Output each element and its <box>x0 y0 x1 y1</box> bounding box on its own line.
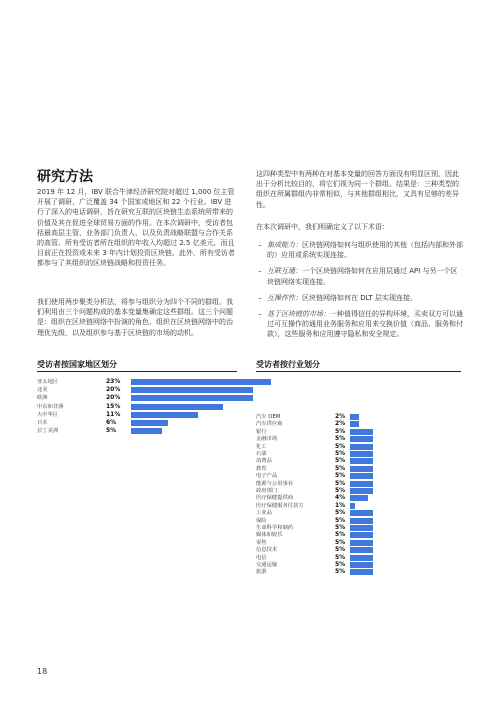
bar-value-label: 20% <box>106 394 121 402</box>
groups-paragraph: 这四种类型中有两种在对基本变量的回答方面没有明显区别，因此出于分析比较目的，将它们视为同一个群组。结果是：三种类型的组织在所属群组内非常相似，与其他群组相比，又具有足够的差异性。 <box>256 170 459 209</box>
bar <box>350 488 373 494</box>
bar <box>131 379 271 385</box>
bar-value-label: 15% <box>106 402 121 410</box>
bar-value-label: 5% <box>335 561 346 568</box>
bar-value-label: 5% <box>335 553 346 561</box>
definition-item <box>258 293 463 303</box>
bar-value-label: 5% <box>335 464 346 472</box>
bar-row <box>37 378 237 386</box>
bar-value-label: 4% <box>335 494 346 502</box>
bar <box>350 510 373 516</box>
bar-category-label: 电子产品 <box>256 473 278 480</box>
bar-category-label: 交通运输 <box>256 562 278 568</box>
bar <box>350 495 368 501</box>
definition-item <box>258 240 463 260</box>
bar <box>350 540 373 546</box>
bar <box>131 420 168 426</box>
bar-category-label: 消费品 <box>256 458 272 465</box>
bar <box>350 473 373 479</box>
bar-value-label: 23% <box>106 378 121 385</box>
definition-text: 一个区块链网络如何在应用层通过 API 与另一个区块链网络实现连接。 <box>267 267 458 286</box>
bar-value-label: 5% <box>335 538 346 546</box>
bar-row <box>256 568 461 576</box>
definition-text: 一种值得信任的异构环境，买卖双方可以通过可互操作的通用业务服务和应用来交换价值（商品、服务和付款），这些服务和应用遵守隐私和安全规定。 <box>267 310 463 339</box>
definition-term: 互操作性： <box>267 293 302 302</box>
industry-chart-title: 受访者按行业划分 <box>256 360 320 369</box>
region-chart-divider <box>37 371 237 372</box>
bar <box>131 404 223 410</box>
bar-value-label: 5% <box>335 442 346 450</box>
bar-category-label: 汽车 OEM <box>256 414 281 420</box>
bar <box>350 481 373 487</box>
bar <box>350 562 373 568</box>
bar-value-label: 5% <box>335 427 346 435</box>
bar-category-label: 电信 <box>256 554 267 561</box>
bar <box>350 444 373 450</box>
bar-category-label: 石油 <box>256 451 267 457</box>
methodology-paragraph-1: 2019 年 12 月，IBV 联合牛津经济研究院对超过 1,000 位主管开展了调研，广泛覆盖 34 个国家或地区和 22 个行业。IBV 进行了深入的电话调研，旨在研究互联的区块链生态系统所带来的价值及其在促进全球贸易方面的作用。在本次调研中，受访者包括最高层主管、业务部门负责人、以及负责战略联盟与合作关系的高管。所有受访者所在组织的年收入均超过 2.5 亿美元，而且目前正在投资或未来 3 年内计划投资区块链。此外，所有受访者都参与了其组织的区块链战略和投资任务。 <box>37 188 235 268</box>
bar <box>350 451 373 457</box>
bar-category-label: 汽车供应商 <box>256 421 283 428</box>
bar <box>350 525 373 531</box>
bar <box>350 429 373 435</box>
methodology-paragraph-2: 我们使用两步聚类分析法，将参与组织分为四个不同的群组。我们利用由三个问题构成的基本变量集确定这些群组。这三个问题是：组织在区块链网络中扮演的角色、组织在区块链网络中的治理优先级，以及组织参与基于区块链的市场的动机。 <box>37 298 233 337</box>
bar-category-label: 保险 <box>256 517 267 524</box>
bar <box>350 436 373 442</box>
bar-value-label: 5% <box>335 568 346 576</box>
bar <box>350 503 355 509</box>
bar <box>131 412 198 418</box>
bar-value-label: 5% <box>335 531 346 539</box>
bar-value-label: 5% <box>335 509 346 517</box>
terms-intro-paragraph: 在本次调研中，我们明确定义了以下术语： <box>256 223 389 231</box>
bar-category-label: 教育 <box>256 465 267 472</box>
bar-category-label: 信息技术 <box>256 547 278 554</box>
bar-value-label: 5% <box>335 472 346 480</box>
bar <box>350 518 373 524</box>
bar-value-label: 5% <box>335 457 346 465</box>
definition-item <box>258 266 463 286</box>
bar-category-label: 大中华区 <box>37 411 59 418</box>
bar-row <box>37 403 237 411</box>
bar-value-label: 5% <box>335 450 346 457</box>
definition-item <box>258 309 463 340</box>
bar-category-label: 化工 <box>256 443 267 450</box>
bar-value-label: 2% <box>335 420 346 428</box>
industry-chart-divider <box>256 371 461 372</box>
bar-value-label: 5% <box>335 516 346 524</box>
bar-category-label: 拉丁美洲 <box>37 428 59 435</box>
bar-value-label: 5% <box>106 427 117 435</box>
bar-category-label: 媒体和娱乐 <box>256 532 283 539</box>
bar <box>350 547 373 553</box>
bar-category-label: 金融市场 <box>256 436 278 443</box>
bar <box>350 458 373 464</box>
bar-value-label: 11% <box>106 410 121 418</box>
bar-category-label: 中东和非洲 <box>37 403 64 410</box>
bar <box>131 387 253 393</box>
definition-text: 区块链网络如何与组织使用的其他（包括内部和外部的）应用或系统实现连接。 <box>267 241 463 260</box>
bar <box>350 466 373 472</box>
definition-text: 区块链网络如何在 DLT 层实现连接。 <box>302 293 418 302</box>
bar-category-label: 银行 <box>256 428 267 435</box>
definition-list <box>258 240 463 346</box>
bar <box>350 421 359 427</box>
bar-row <box>37 427 237 435</box>
bar <box>350 532 373 538</box>
bar-value-label: 1% <box>335 501 346 509</box>
page-number: 18 <box>37 667 48 676</box>
bar-value-label: 20% <box>106 386 121 394</box>
bar-value-label: 5% <box>335 546 346 554</box>
bar-value-label: 5% <box>335 487 346 494</box>
bar-category-label: 北美 <box>37 387 48 394</box>
bar-category-label: 工业品 <box>256 510 272 517</box>
bar-value-label: 5% <box>335 479 346 487</box>
definition-term: 集成能力： <box>267 241 302 249</box>
bar-value-label: 6% <box>106 419 117 426</box>
bar-row <box>37 411 237 419</box>
bar <box>350 569 373 575</box>
bar-category-label: 零售 <box>256 539 267 546</box>
bar-value-label: 5% <box>335 524 346 531</box>
bar <box>131 428 162 434</box>
section-heading: 研究方法 <box>37 169 93 185</box>
bar <box>350 555 373 561</box>
industry-bar-chart <box>256 413 461 579</box>
bar <box>350 414 359 420</box>
bar <box>131 395 253 401</box>
bar-category-label: 医疗保健服务付款方 <box>256 502 304 509</box>
definition-term: 基于区块链的市场： <box>267 310 330 319</box>
definition-term: 互联互通： <box>267 267 302 276</box>
bar-row <box>37 386 237 394</box>
bar-category-label: 日本 <box>37 420 48 426</box>
region-bar-chart <box>37 378 237 438</box>
bar-category-label: 能源与公用事业 <box>256 480 294 487</box>
region-chart-title: 受访者按国家地区划分 <box>37 360 117 369</box>
bar-category-label: 亚太地区 <box>37 379 59 385</box>
bar-category-label: 旅游 <box>256 569 267 576</box>
bar-row <box>37 419 237 427</box>
bar-row <box>37 394 237 402</box>
bar-category-label: 医疗保健提供商 <box>256 495 294 502</box>
bar-category-label: 生命科学和制药 <box>256 525 294 531</box>
bar-value-label: 5% <box>335 435 346 443</box>
bar-category-label: 欧洲 <box>37 395 48 402</box>
bar-category-label: 政府部门 <box>256 488 278 494</box>
bar-value-label: 2% <box>335 413 346 420</box>
